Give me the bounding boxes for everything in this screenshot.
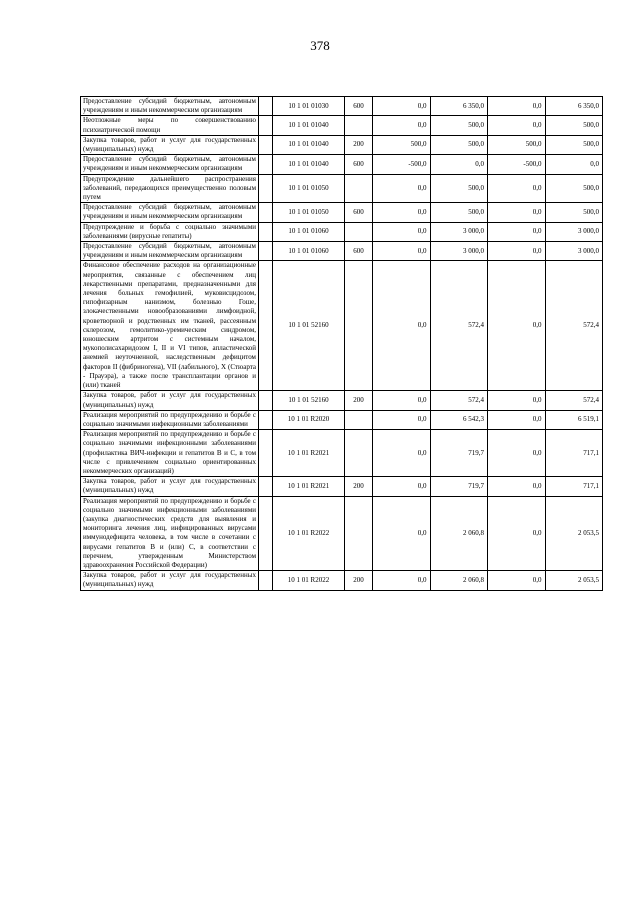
row-value-2: 2 060,8	[430, 496, 488, 571]
row-spacer	[259, 203, 273, 222]
row-value-1: 0,0	[373, 242, 431, 261]
row-value-4: 2 053,5	[545, 496, 603, 571]
row-code: 10 1 01 R2022	[273, 571, 345, 590]
row-spacer	[259, 116, 273, 135]
row-code: 10 1 01 52160	[273, 261, 345, 391]
row-value-2: 3 000,0	[430, 242, 488, 261]
row-type: 200	[345, 391, 373, 410]
row-code: 10 1 01 R2020	[273, 410, 345, 429]
row-name: Закупка товаров, работ и услуг для государственных (муниципальных) нужд	[81, 391, 259, 410]
row-code: 10 1 01 01040	[273, 135, 345, 154]
row-spacer	[259, 571, 273, 590]
row-value-4: 500,0	[545, 116, 603, 135]
table-row	[81, 410, 603, 429]
row-value-4: 3 000,0	[545, 242, 603, 261]
row-name: Предупреждение дальнейшего распространения заболеваний, передающихся преимущественно половым путем	[81, 174, 259, 203]
row-value-3: 0,0	[488, 261, 546, 391]
row-value-2: 3 000,0	[430, 222, 488, 241]
row-value-2: 500,0	[430, 174, 488, 203]
table-row	[81, 571, 603, 590]
row-value-1: 0,0	[373, 477, 431, 496]
row-value-3: 0,0	[488, 430, 546, 477]
row-code: 10 1 01 01060	[273, 222, 345, 241]
row-value-3: 500,0	[488, 135, 546, 154]
row-type: 200	[345, 135, 373, 154]
row-value-1: 0,0	[373, 174, 431, 203]
row-type	[345, 116, 373, 135]
row-name: Реализация мероприятий по предупреждению и борьбе с социально значимыми инфекционными заболеваниями	[81, 410, 259, 429]
row-spacer	[259, 410, 273, 429]
budget-table	[80, 96, 603, 591]
row-value-3: -500,0	[488, 155, 546, 174]
row-value-1: 0,0	[373, 203, 431, 222]
row-value-4: 6 519,1	[545, 410, 603, 429]
row-value-2: 719,7	[430, 477, 488, 496]
table-row	[81, 116, 603, 135]
row-type	[345, 410, 373, 429]
row-code: 10 1 01 01050	[273, 203, 345, 222]
table-row	[81, 135, 603, 154]
table-row	[81, 155, 603, 174]
row-spacer	[259, 174, 273, 203]
row-value-4: 0,0	[545, 155, 603, 174]
table-row	[81, 97, 603, 116]
row-value-3: 0,0	[488, 391, 546, 410]
row-value-1: 0,0	[373, 97, 431, 116]
row-value-1: 0,0	[373, 430, 431, 477]
row-value-4: 3 000,0	[545, 222, 603, 241]
row-name: Закупка товаров, работ и услуг для государственных (муниципальных) нужд	[81, 135, 259, 154]
row-name: Реализация мероприятий по предупреждению и борьбе с социально значимыми инфекционными заболеваниями (закупка диагностических средств для выявления и мониторинга лечения лиц, инфицированных вирусами иммунодефицита человека, в том числе в сочетании с вирусами гепатитов В и (или) С, в соответствии с перечнем, утвержденным Министерством здравоохранения Российской Федерации)	[81, 496, 259, 571]
row-value-4: 717,1	[545, 477, 603, 496]
row-name: Предупреждение и борьба с социально значимыми заболеваниями (вирусные гепатиты)	[81, 222, 259, 241]
row-value-4: 572,4	[545, 391, 603, 410]
row-type: 600	[345, 203, 373, 222]
row-code: 10 1 01 01060	[273, 242, 345, 261]
row-value-2: 0,0	[430, 155, 488, 174]
row-value-3: 0,0	[488, 203, 546, 222]
row-spacer	[259, 155, 273, 174]
table-row	[81, 430, 603, 477]
row-value-2: 2 060,8	[430, 571, 488, 590]
row-value-2: 6 542,3	[430, 410, 488, 429]
row-spacer	[259, 496, 273, 571]
row-value-4: 6 350,0	[545, 97, 603, 116]
row-value-1: 0,0	[373, 571, 431, 590]
row-name: Предоставление субсидий бюджетным, автономным учреждениям и иным некоммерческим организациям	[81, 155, 259, 174]
row-value-3: 0,0	[488, 222, 546, 241]
row-type: 200	[345, 477, 373, 496]
row-value-3: 0,0	[488, 242, 546, 261]
row-value-1: 0,0	[373, 261, 431, 391]
row-value-3: 0,0	[488, 496, 546, 571]
table-row	[81, 391, 603, 410]
row-name: Предоставление субсидий бюджетным, автономным учреждениям и иным некоммерческим организациям	[81, 203, 259, 222]
row-name: Предоставление субсидий бюджетным, автономным учреждениям и иным некоммерческим организациям	[81, 97, 259, 116]
row-value-2: 6 350,0	[430, 97, 488, 116]
row-value-4: 500,0	[545, 203, 603, 222]
row-type	[345, 430, 373, 477]
row-value-1: 0,0	[373, 410, 431, 429]
row-value-2: 572,4	[430, 391, 488, 410]
row-type	[345, 222, 373, 241]
row-value-4: 500,0	[545, 174, 603, 203]
row-value-1: 0,0	[373, 116, 431, 135]
row-spacer	[259, 242, 273, 261]
row-value-4: 500,0	[545, 135, 603, 154]
row-name: Закупка товаров, работ и услуг для государственных (муниципальных) нужд	[81, 477, 259, 496]
row-spacer	[259, 477, 273, 496]
row-value-2: 500,0	[430, 203, 488, 222]
row-type: 600	[345, 155, 373, 174]
row-type	[345, 174, 373, 203]
table-body	[81, 97, 603, 591]
row-code: 10 1 01 01030	[273, 97, 345, 116]
page-number: 378	[310, 38, 330, 53]
row-spacer	[259, 135, 273, 154]
row-code: 10 1 01 01040	[273, 155, 345, 174]
row-value-1: 0,0	[373, 391, 431, 410]
row-type: 200	[345, 571, 373, 590]
row-name: Реализация мероприятий по предупреждению и борьбе с социально значимыми инфекционными заболеваниями (профилактика ВИЧ-инфекции и гепатитов В и С, в том числе с привлечением социально ориентированных некоммерческих организаций)	[81, 430, 259, 477]
row-value-1: 0,0	[373, 222, 431, 241]
row-name: Финансовое обеспечение расходов на организационные мероприятия, связанные с обеспечением лиц лекарственными препаратами, предназначенными для лечения больных гемофилией, муковисцидозом, гипофизарным нанизмом, болезнью Гоше, злокачественными новообразованиями лимфоидной, кроветворной и родственных им тканей, рассеянным склерозом, гемолитико-уремическим синдромом, юношеским артритом с системным началом, мукополисахаридозом I, II и VI типов, апластической анемией неуточненной, наследственным дефицитом факторов II (фибриногена), VII (лабильного), X (Стюарта - Прауэра), а также после трансплантации органов и (или) тканей	[81, 261, 259, 391]
row-value-3: 0,0	[488, 97, 546, 116]
row-code: 10 1 01 R2021	[273, 477, 345, 496]
row-name: Неотложные меры по совершенствованию психиатрической помощи	[81, 116, 259, 135]
row-type: 600	[345, 242, 373, 261]
row-spacer	[259, 261, 273, 391]
row-name: Закупка товаров, работ и услуг для государственных (муниципальных) нужд	[81, 571, 259, 590]
table-row	[81, 222, 603, 241]
row-spacer	[259, 430, 273, 477]
row-value-3: 0,0	[488, 477, 546, 496]
row-value-4: 572,4	[545, 261, 603, 391]
row-spacer	[259, 97, 273, 116]
row-value-1: 0,0	[373, 496, 431, 571]
row-value-3: 0,0	[488, 410, 546, 429]
row-value-3: 0,0	[488, 571, 546, 590]
row-code: 10 1 01 R2022	[273, 496, 345, 571]
row-value-3: 0,0	[488, 174, 546, 203]
row-value-2: 572,4	[430, 261, 488, 391]
row-code: 10 1 01 52160	[273, 391, 345, 410]
row-value-4: 2 053,5	[545, 571, 603, 590]
row-type	[345, 496, 373, 571]
row-type: 600	[345, 97, 373, 116]
row-value-4: 717,1	[545, 430, 603, 477]
table-row	[81, 477, 603, 496]
table-row	[81, 242, 603, 261]
row-value-2: 500,0	[430, 116, 488, 135]
table-row	[81, 496, 603, 571]
table-row	[81, 261, 603, 391]
row-value-2: 719,7	[430, 430, 488, 477]
row-spacer	[259, 391, 273, 410]
row-type	[345, 261, 373, 391]
row-value-3: 0,0	[488, 116, 546, 135]
row-code: 10 1 01 01040	[273, 116, 345, 135]
row-code: 10 1 01 01050	[273, 174, 345, 203]
row-name: Предоставление субсидий бюджетным, автономным учреждениям и иным некоммерческим организациям	[81, 242, 259, 261]
row-spacer	[259, 222, 273, 241]
row-code: 10 1 01 R2021	[273, 430, 345, 477]
table-row	[81, 174, 603, 203]
row-value-1: 500,0	[373, 135, 431, 154]
table-row	[81, 203, 603, 222]
row-value-1: -500,0	[373, 155, 431, 174]
row-value-2: 500,0	[430, 135, 488, 154]
